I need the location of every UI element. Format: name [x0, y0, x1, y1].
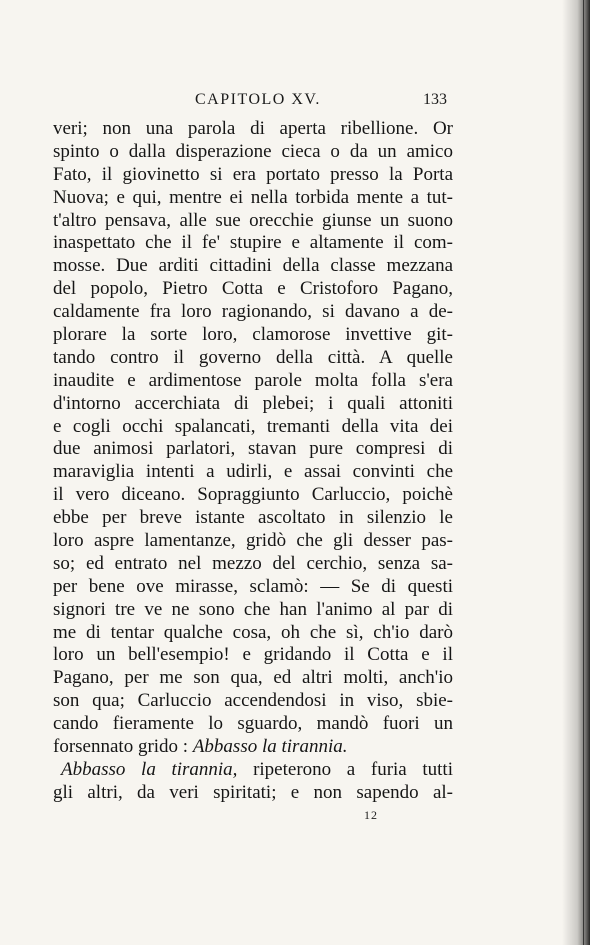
text-line: [53, 530, 453, 553]
text-line: [53, 599, 453, 622]
line-text: e cogli occhi spalancati, tremanti della vita dei: [53, 415, 453, 437]
body-text: [53, 118, 453, 805]
text-line: [53, 324, 453, 347]
text-line: [53, 210, 453, 233]
text-line: [53, 393, 453, 416]
line-text: Pagano, per me son qua, ed altri molti, anch'io: [53, 667, 453, 689]
text-line: [53, 736, 453, 759]
page-header: [0, 91, 590, 115]
text-line: [53, 576, 453, 599]
line-text: inaspettato che il fe' stupire e altamente il com-: [53, 232, 453, 254]
page-number: 133: [423, 91, 447, 108]
line-text: son qua; Carluccio accendendosi in viso, sbie-: [53, 690, 453, 712]
line-text: gli altri, da veri spiritati; e non sapendo al-: [53, 781, 453, 803]
line-text: maraviglia intenti a udirli, e assai convinti che: [53, 461, 453, 483]
line-text: Nuova; e qui, mentre ei nella torbida mente a tut-: [53, 186, 453, 208]
text-line: [53, 255, 453, 278]
text-line: [53, 484, 453, 507]
text-line: [53, 507, 453, 530]
line-text: veri; non una parola di aperta ribellione. Or: [53, 118, 453, 139]
text-line: [53, 141, 453, 164]
line-text: cando fieramente lo sguardo, mandò fuori un: [53, 713, 453, 735]
text-line: [53, 347, 453, 370]
line-text: mosse. Due arditi cittadini della classe mezzana: [53, 255, 453, 277]
line-text: del popolo, Pietro Cotta e Cristoforo Pagano,: [53, 278, 453, 300]
text-line: [53, 438, 453, 461]
line-text: ripeterono a furia tutti: [237, 758, 453, 780]
page-edge-shadow: [562, 0, 590, 945]
line-text: Fato, il giovinetto si era portato presso la Porta: [53, 163, 453, 185]
line-text: ebbe per breve istante ascoltato in silenzio le: [53, 507, 453, 529]
text-line: [53, 232, 453, 255]
text-line: [53, 461, 453, 484]
text-line: [53, 187, 453, 210]
italic-text: Abbasso la tirannia.: [192, 736, 348, 758]
line-text: so; ed entrato nel mezzo del cerchio, senza sa-: [53, 552, 453, 574]
line-text: per bene ove mirasse, sclamò: — Se di questi: [53, 575, 453, 597]
line-text: me di tentar qualche cosa, oh che sì, ch'io darò: [53, 621, 453, 643]
line-text: due animosi parlatori, stavan pure compresi di: [53, 438, 453, 460]
line-text: signori tre ve ne sono che han l'animo al par di: [53, 598, 453, 620]
text-line: [53, 118, 453, 141]
line-text: il vero diceano. Sopraggiunto Carluccio, poichè: [53, 484, 453, 506]
italic-text: Abbasso la tirannia,: [61, 758, 238, 780]
running-head: CAPITOLO XV.: [195, 91, 321, 108]
line-text: d'intorno accerchiata di plebei; i quali attoniti: [53, 392, 453, 414]
text-line: [53, 667, 453, 690]
text-line: [53, 644, 453, 667]
line-text: t'altro pensava, alle sue orecchie giunse un suono: [53, 209, 453, 231]
line-text: forsennato grido :: [53, 736, 193, 758]
line-text: tando contro il governo della città. A quelle: [53, 346, 453, 368]
text-line: [53, 782, 453, 805]
text-line: [53, 622, 453, 645]
text-line: [53, 690, 453, 713]
text-line: [53, 278, 453, 301]
line-text: caldamente fra loro ragionando, si davano a de-: [53, 301, 453, 323]
text-line: [53, 301, 453, 324]
text-line: [53, 164, 453, 187]
text-line: [53, 713, 453, 736]
text-line: [53, 370, 453, 393]
signature-mark: 12: [364, 808, 378, 822]
line-text: loro aspre lamentanze, gridò che gli desser pas-: [53, 530, 453, 552]
text-line: [53, 416, 453, 439]
line-text: loro un bell'esempio! e gridando il Cotta e il: [53, 644, 453, 666]
text-line: [53, 759, 453, 782]
line-text: spinto o dalla disperazione cieca o da un amico: [53, 140, 453, 162]
line-text: inaudite e ardimentose parole molta folla s'era: [53, 369, 453, 391]
text-line: [53, 553, 453, 576]
line-text: plorare la sorte loro, clamorose invettive git-: [53, 324, 453, 346]
